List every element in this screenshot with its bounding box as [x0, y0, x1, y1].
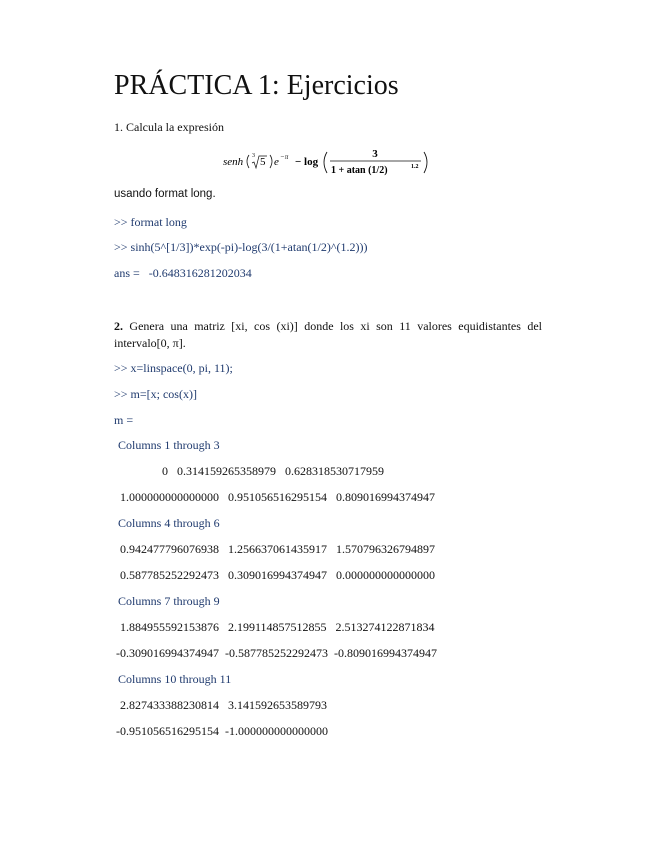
block-header: Columns 1 through 3	[118, 438, 220, 452]
formula-paren-left	[247, 155, 249, 168]
page-title: PRÁCTICA 1: Ejercicios	[114, 70, 399, 101]
exercise-2-body: Genera una matriz [xi, cos (xi)] donde los xi son 11 valores equidistantes del intervalo[0, π].	[114, 319, 542, 350]
formula-den-power: 1.2	[411, 164, 419, 170]
formula-expression	[223, 146, 433, 178]
formula-log: − log	[295, 156, 319, 168]
formula-exp-power: −π	[280, 153, 289, 161]
formula-paren-right	[270, 155, 272, 168]
block-row: -0.309016994374947 -0.587785252292473 -0.809016994374947	[116, 646, 437, 660]
block-header: Columns 7 through 9	[118, 594, 220, 608]
formula-root: 5	[260, 156, 266, 168]
exercise-2-text	[114, 318, 542, 352]
block-row: -0.951056516295154 -1.000000000000000	[116, 724, 328, 738]
formula-numerator: 3	[372, 148, 378, 160]
formula-big-paren-right	[424, 152, 427, 173]
block-row: 0.587785252292473 0.309016994374947 0.000000000000000	[120, 568, 435, 582]
exercise-1-text: 1. Calcula la expresión	[114, 120, 224, 134]
exercise-1-after: usando format long.	[114, 188, 216, 200]
formula-big-paren-left	[324, 152, 327, 173]
block-header: Columns 4 through 6	[118, 516, 220, 530]
block-row: 1.000000000000000 0.951056516295154 0.809016994374947	[120, 490, 435, 504]
formula-exp: e	[274, 156, 279, 168]
block-row: 0 0.314159265358979 0.628318530717959	[120, 464, 384, 478]
exercise-2-number: 2.	[114, 319, 123, 333]
formula-func: senh	[223, 156, 244, 168]
formula-denominator: 1 + atan (1/2)	[331, 165, 388, 176]
block-row: 2.827433388230814 3.141592653589793	[120, 698, 327, 712]
formula-root-index: 3	[252, 153, 255, 159]
command-linspace: >> x=linspace(0, pi, 11);	[114, 361, 233, 375]
matrix-label: m =	[114, 413, 134, 427]
command-sinh: >> sinh(5^[1/3])*exp(-pi)-log(3/(1+atan(1/2)^(1.2)))	[114, 240, 368, 254]
answer-output: ans = -0.648316281202034	[114, 266, 252, 280]
command-matrix: >> m=[x; cos(x)]	[114, 387, 197, 401]
block-row: 0.942477796076938 1.256637061435917 1.570796326794897	[120, 542, 435, 556]
block-row: 1.884955592153876 2.199114857512855 2.513274122871834	[120, 620, 435, 634]
block-header: Columns 10 through 11	[118, 672, 232, 686]
command-format-long: >> format long	[114, 215, 187, 229]
